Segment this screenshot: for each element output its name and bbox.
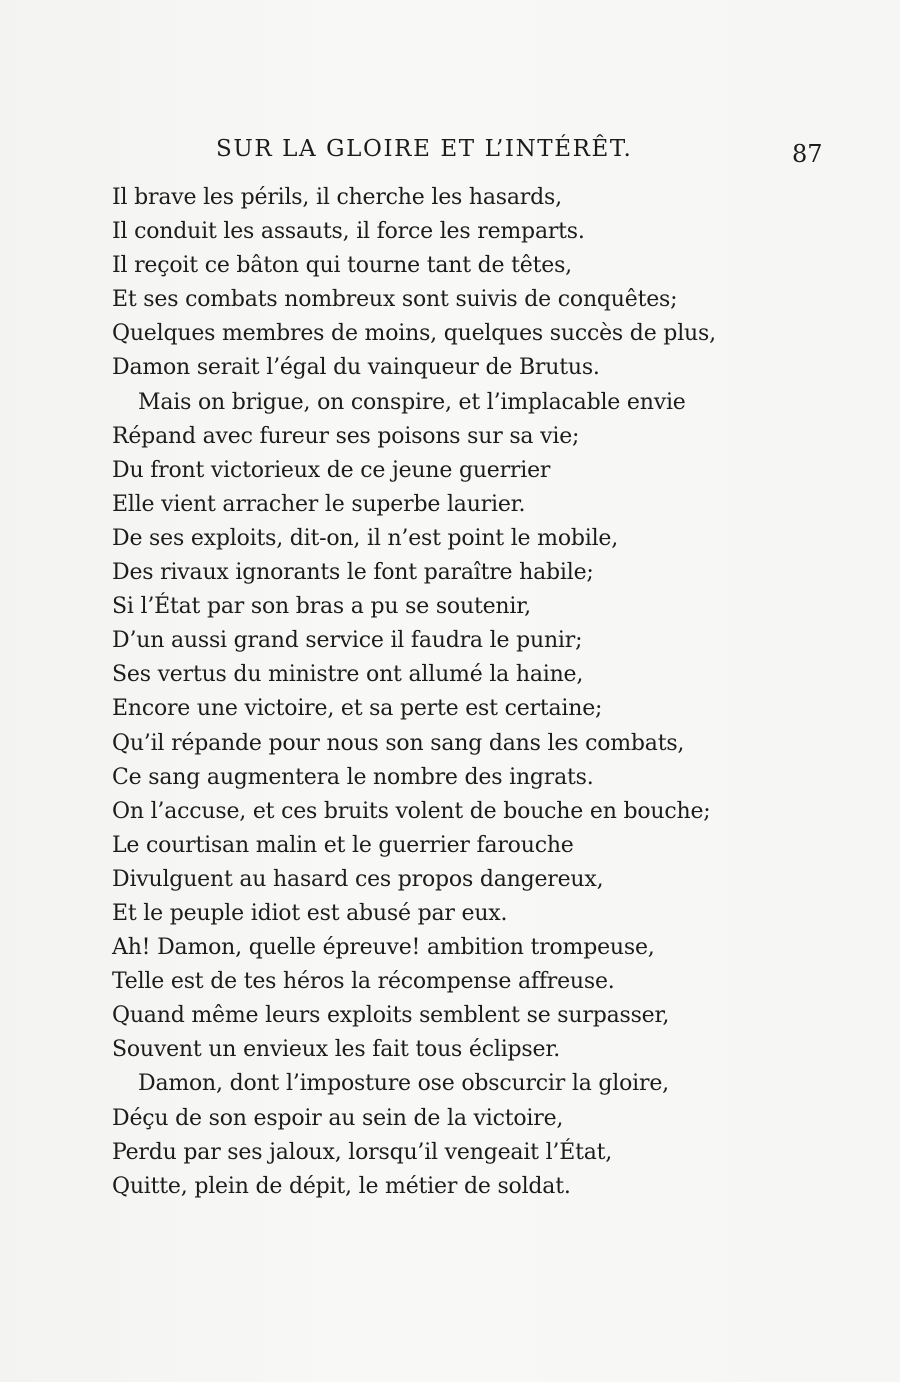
verse-line: D’un aussi grand service il faudra le punir; <box>112 628 583 654</box>
verse-line: Souvent un envieux les fait tous éclipser. <box>112 1037 561 1063</box>
verse-line: Du front victorieux de ce jeune guerrier <box>112 457 551 483</box>
verse-line: Le courtisan malin et le guerrier farouche <box>112 832 574 858</box>
verse-line: Qu’il répande pour nous son sang dans les combats, <box>112 730 685 756</box>
running-head <box>0 136 900 168</box>
verse-line: Ses vertus du ministre ont allumé la haine, <box>112 662 584 688</box>
verse-line: Ah! Damon, quelle épreuve! ambition trompeuse, <box>112 935 655 961</box>
verse-line: Et ses combats nombreux sont suivis de conquêtes; <box>112 287 678 313</box>
verse-line: De ses exploits, dit-on, il n’est point le mobile, <box>112 525 619 551</box>
verse-line: Répand avec fureur ses poisons sur sa vie; <box>112 423 580 449</box>
page-number: 87 <box>792 140 823 168</box>
verse-line: Damon serait l’égal du vainqueur de Brutus. <box>112 355 600 381</box>
verse-line: Damon, dont l’imposture ose obscurcir la gloire, <box>138 1071 669 1097</box>
poem-body <box>112 181 852 1204</box>
verse-line: On l’accuse, et ces bruits volent de bouche en bouche; <box>112 798 711 824</box>
verse-line: Il reçoit ce bâton qui tourne tant de têtes, <box>112 253 572 279</box>
verse-line: Quand même leurs exploits semblent se surpasser, <box>112 1003 670 1029</box>
verse-line: Et le peuple idiot est abusé par eux. <box>112 900 508 926</box>
verse-line: Des rivaux ignorants le font paraître habile; <box>112 560 594 586</box>
verse-line: Divulguent au hasard ces propos dangereux, <box>112 866 604 892</box>
verse-line: Il conduit les assauts, il force les remparts. <box>112 219 585 245</box>
verse-line: Mais on brigue, on conspire, et l’implacable envie <box>138 389 686 415</box>
running-title: SUR LA GLOIRE ET L’INTÉRÊT. <box>216 136 633 162</box>
verse-line: Déçu de son espoir au sein de la victoire, <box>112 1105 564 1131</box>
verse-line: Elle vient arracher le superbe laurier. <box>112 491 526 517</box>
verse-line: Telle est de tes héros la récompense affreuse. <box>112 969 615 995</box>
verse-line: Il brave les périls, il cherche les hasards, <box>112 185 562 210</box>
verse-line: Perdu par ses jaloux, lorsqu’il vengeait l’État, <box>112 1139 613 1165</box>
verse-line: Quitte, plein de dépit, le métier de soldat. <box>112 1173 571 1199</box>
verse-line: Quelques membres de moins, quelques succès de plus, <box>112 321 716 347</box>
verse-line: Ce sang augmentera le nombre des ingrats. <box>112 764 594 790</box>
verse-line: Si l’État par son bras a pu se soutenir, <box>112 594 531 620</box>
verse-line: Encore une victoire, et sa perte est certaine; <box>112 696 603 722</box>
